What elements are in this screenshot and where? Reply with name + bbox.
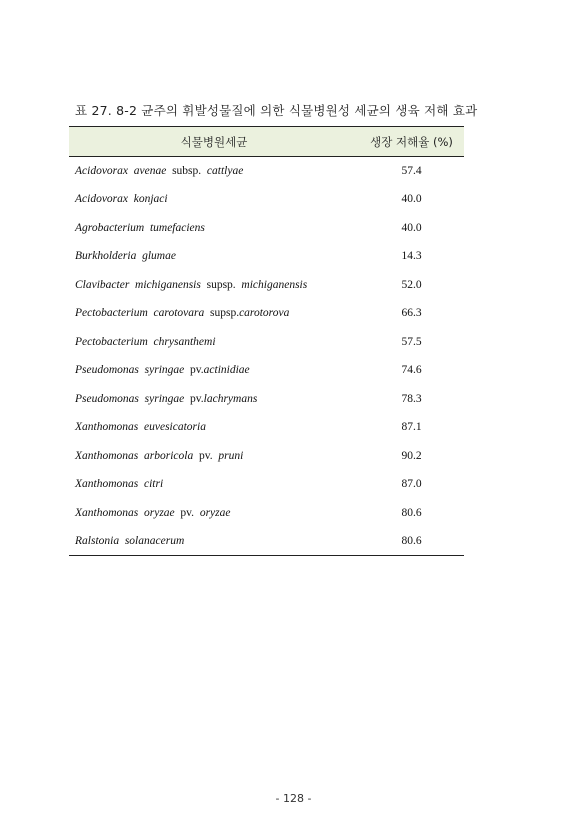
table-row bbox=[69, 442, 464, 471]
pathogen-name bbox=[69, 242, 359, 271]
pathogen-name-italic: pruni bbox=[218, 449, 244, 462]
pathogen-name bbox=[69, 271, 359, 300]
pathogen-name-italic: Acidovorax avenae bbox=[75, 165, 167, 177]
inhibition-value: 78.3 bbox=[401, 392, 422, 405]
pathogen-name-plain: supsp. bbox=[204, 307, 240, 320]
table-row bbox=[69, 413, 464, 442]
pathogen-name-italic: Agrobacterium tumefaciens bbox=[75, 221, 205, 234]
pathogen-name-italic: cattlyae bbox=[206, 165, 244, 177]
pathogen-name bbox=[69, 185, 359, 214]
inhibition-table bbox=[69, 126, 464, 556]
pathogen-name bbox=[69, 214, 359, 243]
table-row bbox=[69, 470, 464, 499]
table-row bbox=[69, 527, 464, 556]
pathogen-name-plain: subsp. bbox=[166, 165, 207, 177]
table-caption: 표 27. 8-2 균주의 휘발성물질에 의한 식물병원성 세균의 생육 저해 효과 bbox=[75, 103, 478, 118]
pathogen-name-italic: Acidovorax konjaci bbox=[75, 193, 168, 206]
inhibition-value: 80.6 bbox=[359, 527, 464, 556]
inhibition-value: 87.0 bbox=[401, 478, 422, 491]
pathogen-name bbox=[69, 157, 359, 186]
inhibition-value: 74.6 bbox=[401, 364, 422, 377]
pathogen-name-italic: Ralstonia solanacerum bbox=[75, 535, 185, 547]
table-row bbox=[69, 299, 464, 328]
pathogen-name bbox=[69, 299, 359, 328]
inhibition-value: 90.2 bbox=[401, 449, 422, 462]
table-row bbox=[69, 499, 464, 528]
pathogen-name-plain: pv. bbox=[193, 449, 219, 462]
pathogen-name bbox=[69, 470, 359, 499]
pathogen-name-plain: supsp. bbox=[200, 278, 242, 291]
table-row bbox=[69, 356, 464, 385]
inhibition-value: 40.0 bbox=[401, 193, 422, 206]
inhibition-value: 14.3 bbox=[401, 250, 422, 263]
pathogen-name-italic: Pectobacterium chrysanthemi bbox=[75, 335, 216, 348]
inhibition-value: 66.3 bbox=[401, 307, 422, 320]
table-body bbox=[69, 157, 464, 556]
pathogen-name-italic: actinidiae bbox=[203, 364, 250, 377]
table-row bbox=[69, 214, 464, 243]
pathogen-name-italic: oryzae bbox=[199, 506, 231, 519]
pathogen-name bbox=[69, 413, 359, 442]
header-pathogen: 식물병원세균 bbox=[69, 127, 359, 157]
table-row bbox=[69, 328, 464, 357]
pathogen-name-italic: lachrymans bbox=[203, 392, 258, 405]
pathogen-name-plain: pv. bbox=[184, 364, 204, 377]
inhibition-value: 52.0 bbox=[401, 278, 422, 291]
table-row bbox=[69, 385, 464, 414]
table-row bbox=[69, 271, 464, 300]
page-number: - 128 - bbox=[275, 792, 312, 805]
table-row bbox=[69, 185, 464, 214]
pathogen-name-plain: pv. bbox=[184, 392, 204, 405]
table-header-row bbox=[69, 127, 464, 157]
pathogen-name bbox=[69, 356, 359, 385]
pathogen-name bbox=[69, 499, 359, 528]
pathogen-name-italic: Xanthomonas oryzae bbox=[75, 506, 175, 519]
pathogen-name bbox=[69, 385, 359, 414]
pathogen-name-italic: Pectobacterium carotovara bbox=[75, 307, 205, 320]
pathogen-name-italic: carotorova bbox=[239, 307, 290, 320]
pathogen-name-italic: Pseudomonas syringae bbox=[75, 392, 185, 405]
header-inhibition-rate: 생장 저해율 (%) bbox=[359, 127, 464, 157]
pathogen-name-italic: Pseudomonas syringae bbox=[75, 364, 185, 377]
inhibition-value: 57.4 bbox=[401, 165, 422, 177]
inhibition-value: 87.1 bbox=[401, 421, 422, 434]
pathogen-name-italic: Burkholderia glumae bbox=[75, 250, 176, 263]
pathogen-name bbox=[69, 328, 359, 357]
pathogen-name-italic: Xanthomonas arboricola bbox=[75, 449, 194, 462]
inhibition-value: 40.0 bbox=[401, 221, 422, 234]
pathogen-name-italic: michiganensis bbox=[241, 278, 308, 291]
table-row bbox=[69, 242, 464, 271]
pathogen-name bbox=[69, 442, 359, 471]
pathogen-name-plain: pv. bbox=[174, 506, 200, 519]
inhibition-value: 80.6 bbox=[401, 506, 422, 519]
pathogen-name bbox=[69, 527, 359, 556]
table-row bbox=[69, 157, 464, 186]
pathogen-name-italic: Xanthomonas euvesicatoria bbox=[75, 421, 206, 434]
inhibition-value: 57.5 bbox=[401, 335, 422, 348]
pathogen-name-italic: Clavibacter michiganensis bbox=[75, 278, 201, 291]
pathogen-name-italic: Xanthomonas citri bbox=[75, 478, 164, 491]
